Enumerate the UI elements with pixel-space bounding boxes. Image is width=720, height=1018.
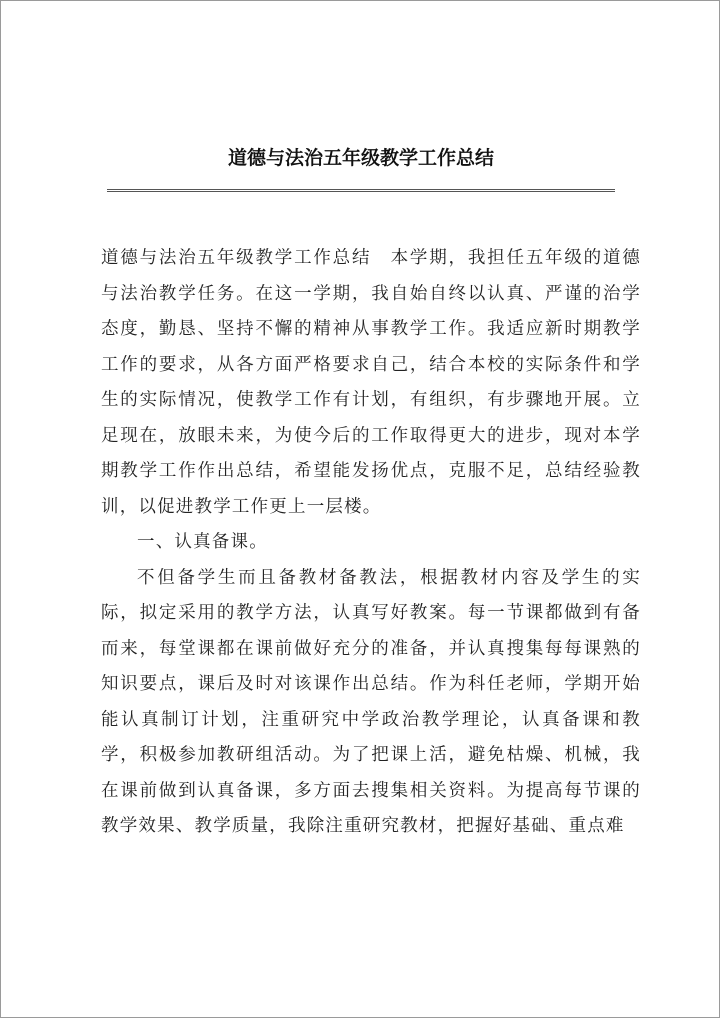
body-paragraph: 不但备学生而且备教材备教法，根据教材内容及学生的实际，拟定采用的教学方法，认真写好教案。每一节课都做到有备而来，每堂课都在课前做好充分的准备，并认真搜集每每课熟的知识要点，课后及时对该课作出总结。作为科任老师，学期开始能认真制订计划，注重研究中学政治教学理论，认真备课和教学，积极参加教研组活动。为了把课上活，避免枯燥、机械，我在课前做到认真备课，多方面去搜集相关资料。为提高每节课的教学效果、教学质量，我除注重研究教材，把握好基础、重点难	[101, 567, 641, 836]
section-heading: 一、认真备课。	[137, 532, 268, 552]
document-title: 道德与法治五年级教学工作总结	[227, 147, 494, 169]
intro-paragraph: 道德与法治五年级教学工作总结 本学期，我担任五年级的道德与法治教学任务。在这一学期，我自始自终以认真、严谨的治学态度，勤恳、坚持不懈的精神从事教学工作。我适应新时期教学工作的要求，从各方面严格要求自己，结合本校的实际条件和学生的实际情况，使教学工作有计划，有组织，有步骤地开展。立足现在，放眼未来，为使今后的工作取得更大的进步，现对本学期教学工作作出总结，希望能发扬优点，克服不足，总结经验教训，以促进教学工作更上一层楼。	[101, 248, 641, 517]
document-body	[101, 241, 641, 845]
title-divider	[107, 189, 615, 192]
